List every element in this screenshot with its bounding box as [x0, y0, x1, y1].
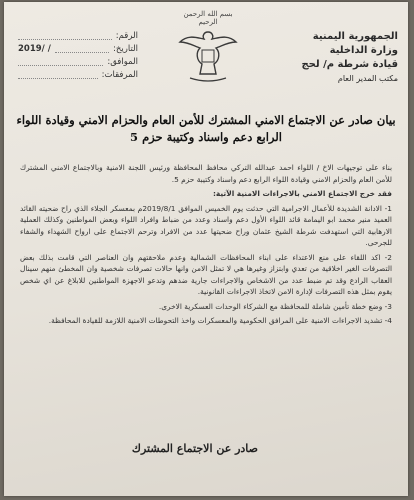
header-line: الجمهورية اليمنية: [312, 31, 398, 42]
point-4: 4- تشديد الاجراءات الامنية على المرافق الحكومية والمعسكرات واخذ التحوطات الامنية اللازمة للقيادة المحافظة.: [48, 316, 392, 325]
point-3: 3- وضع خطة تأمين شاملة للمحافظة مع الشركاء الوحدات العسكرية الاخرى.: [158, 301, 392, 311]
statement-body: [20, 162, 392, 330]
header-line: قيادة شرطة م/ لحج: [301, 59, 398, 70]
issuer-header: [288, 30, 398, 86]
republic-eagle-emblem: [176, 10, 240, 82]
reference-fields: [18, 30, 138, 82]
header-line: وزارة الداخلية: [329, 45, 398, 56]
signature-block: صادر عن الاجتماع المشترك: [131, 442, 258, 455]
document-page: [4, 2, 408, 496]
attachments-field: المرفقات:: [18, 69, 138, 82]
date-field: التاريخ: 2019/ /: [18, 44, 138, 54]
point-2: 2- اكد اللقاء على منع الاعتداء على ابناء المحافظات الشمالية وعدم ملاحقتهم وان العناصر التي قامت بذلك بعض التصرفات الغير اخلاقية من تعدي وابتزاز وغيرها هي لا تمثل الامن وانها حالات تصرفات شخصية وان المخطئ منهم سينال العقاب الرادع وقد تم ضبط عدد من الاشخاص والاجراءات جارية ضدهم وتدعو الاجهزة المواطنين للابلاغ عن اي شخص يقوم بمثل هذه التصرفات لإدارة الامن لاتخاذ الاجراءات القانونية.: [20, 252, 392, 296]
intro-paragraph: بناء على توجيهات الاخ / اللواء احمد عبدالله التركي محافظ المحافظة ورئيس اللجنة الامنية وبالاجتماع الامني المشترك للأمن العام والحزام الامني وقيادة اللواء الرابع دعم واسناد وكتيبة حزم 5.: [20, 163, 392, 184]
hijri-date-field: الموافق:: [18, 56, 138, 69]
date-value: 2019/ /: [18, 44, 51, 54]
lead-in-paragraph: فقد خرج الاجتماع الامني بالاجراءات الامنية الآتية:: [212, 189, 392, 198]
eagle-icon: [176, 26, 240, 86]
header-line: مكتب المدير العام: [337, 74, 398, 83]
ref-number-field: الرقم:: [18, 30, 138, 43]
point-1: 1- الادانة الشديدة للأعمال الاجرامية التي حدثت يوم الخميس الموافق 2019/8/1م بمعسكر الجلاء الذي راح ضحيته القائد العميد منير محمد ابو اليمامة قائد اللواء الأول دعم واسناد وعدد من ضباط وافراد اللواء وبعض المواطنين وكذلك العملية الارهابية التي استهدفت شرطة الشيخ عثمان وراح ضحيتها عدد من الافراد وترحم الاجتماع على ارواح الشهداء والشفاء للجرحى.: [20, 203, 392, 247]
statement-title: بيان صادر عن الاجتماع الامني المشترك للأمن العام والحزام الامني وقيادة اللواء الرابع دعم واسناد وكتيبة حزم 5: [16, 113, 396, 144]
basmala: بسم الله الرحمن الرحيم: [183, 10, 233, 26]
